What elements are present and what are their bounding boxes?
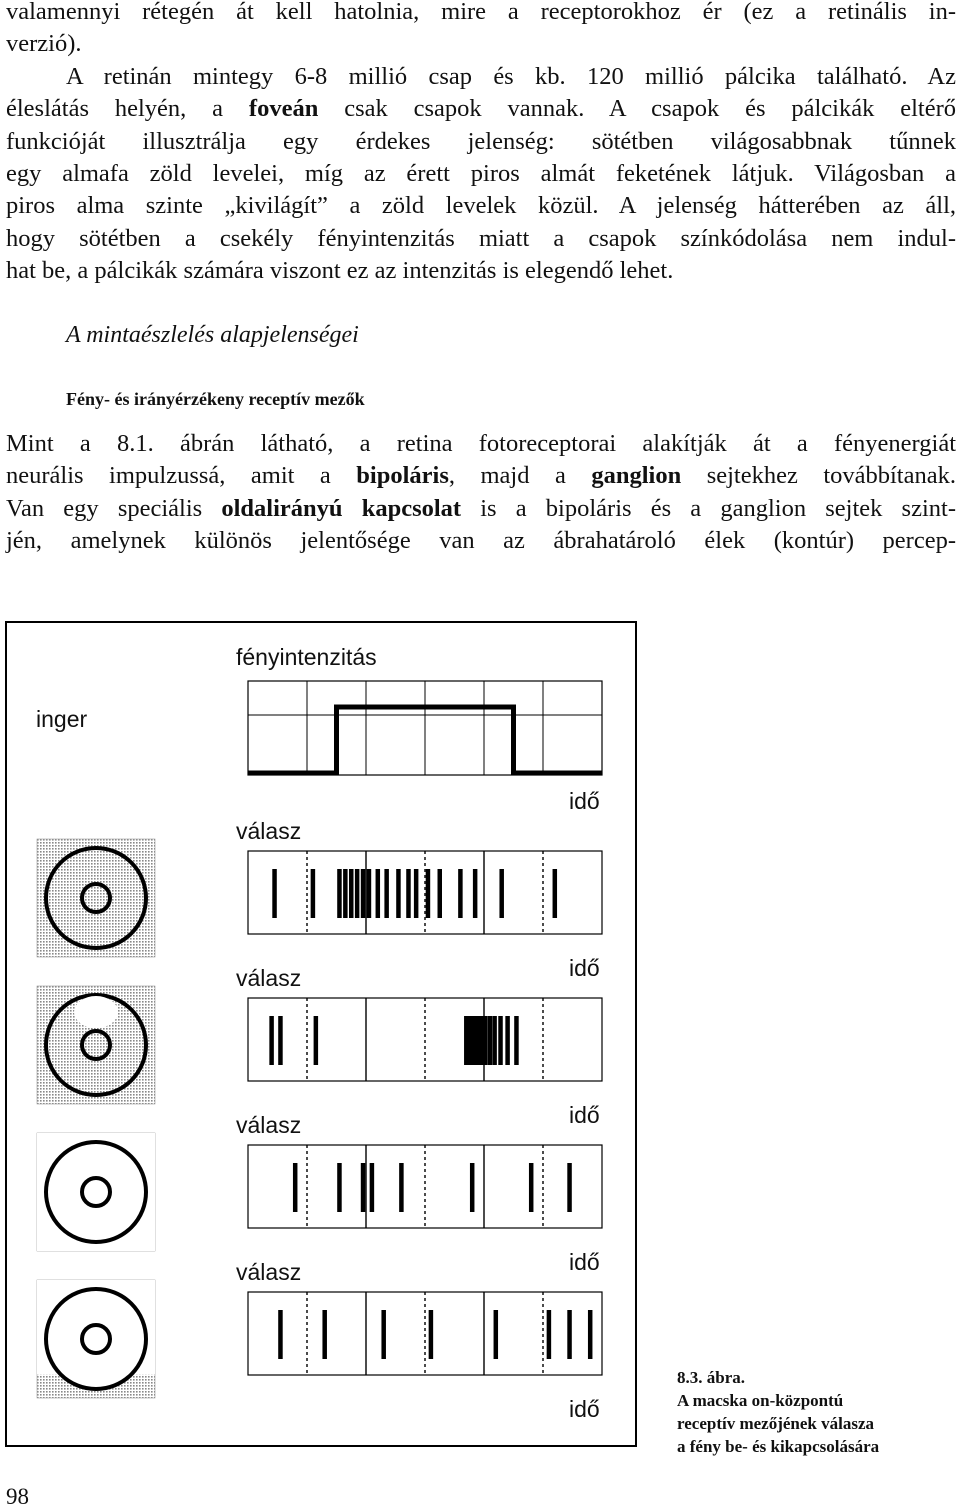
- paragraph-retina: [6, 61, 956, 288]
- text-line: Mint a 8.1. ábrán látható, a retina fotoreceptorai alakítják át a fényenergiát: [6, 430, 956, 457]
- paragraph-receptive-fields: [6, 428, 956, 558]
- stimulus-icon: [37, 839, 155, 957]
- receptive-field-center: [82, 1178, 110, 1206]
- intensity-label: fényintenzitás: [236, 644, 377, 670]
- text-line: A retinán mintegy 6-8 millió csap és kb. 120 millió pálcika található. Az: [66, 62, 956, 90]
- time-label: idő: [569, 1396, 600, 1422]
- figure-diagram: [7, 623, 639, 1449]
- bold-term: bipoláris: [356, 462, 449, 490]
- bold-term: ganglion: [591, 462, 682, 490]
- para1-line: valamennyi rétegén át kell hatolnia, mire a receptorokhoz ér (ez a retinális in-: [6, 0, 956, 25]
- caption-line: a fény be- és kikapcsolására: [677, 1437, 880, 1456]
- text-line: funkcióját illusztrálja egy érdekes jelenség: sötétben világosabbnak tűnnek: [6, 127, 956, 155]
- response-traces: [236, 818, 602, 1422]
- bold-term: foveán: [248, 95, 319, 123]
- page-number: 98: [6, 1484, 29, 1509]
- stimulus-icon: [37, 986, 155, 1104]
- section-title: A mintaészlelés alapjelenségei: [66, 322, 359, 348]
- text-line: neurális impulzussá, amit a bipoláris, majd a ganglion sejtekhez továbbítanak.: [6, 462, 956, 490]
- stimulus-icon: [37, 1280, 155, 1398]
- subsection-title: Fény- és irányérzékeny receptív mezők: [66, 389, 365, 409]
- receptive-field-center: [82, 1325, 110, 1353]
- text-line: hat be, a pálcikák számára viszont ez az intenzitás is elegendő lehet.: [6, 257, 674, 285]
- response-label: válasz: [236, 1112, 302, 1138]
- receptive-field-center: [82, 1031, 110, 1059]
- response-label: válasz: [236, 965, 302, 991]
- figure-8-3: [5, 621, 637, 1447]
- receptive-field-center: [82, 884, 110, 912]
- response-trace: [236, 1259, 602, 1422]
- figure-caption: [677, 1366, 957, 1458]
- text-line: éleslátás helyén, a foveán csak csapok vannak. A csapok és pálcikák eltérő: [6, 95, 956, 123]
- body-text-top: [6, 0, 956, 288]
- stimulus-trace: [248, 681, 602, 814]
- text-line: jén, amelynek különös jelentősége van az ábrahatároló élek (kontúr) percep-: [6, 527, 956, 555]
- stimulus-label: inger: [36, 706, 88, 732]
- stimulus-icon: [37, 1133, 155, 1251]
- response-trace: [236, 965, 602, 1128]
- bold-term: oldalirányú kapcsolat: [221, 494, 462, 522]
- para1-line: verzió).: [6, 30, 82, 58]
- time-label: idő: [569, 1249, 600, 1275]
- response-label: válasz: [236, 1259, 302, 1285]
- time-label: idő: [569, 955, 600, 981]
- caption-number: 8.3. ábra.: [677, 1368, 745, 1387]
- time-label: idő: [569, 1102, 600, 1128]
- response-trace: [236, 818, 602, 981]
- caption-line: A macska on-központú: [677, 1391, 844, 1410]
- text-line: egy almafa zöld levelei, míg az érett piros almát feketének látjuk. Világosban a: [6, 160, 956, 188]
- stimulus-icons: [37, 839, 155, 1398]
- light-spot: [74, 996, 118, 1028]
- time-label: idő: [569, 788, 600, 814]
- text-line: Van egy speciális oldalirányú kapcsolat is a bipoláris és a ganglion sejtek szint-: [6, 494, 956, 522]
- text-line: hogy sötétben a csekély fényintenzitás miatt a csapok színkódolása nem indul-: [6, 224, 956, 252]
- response-label: válasz: [236, 818, 302, 844]
- response-trace: [236, 1112, 602, 1275]
- caption-line: receptív mezőjének válasza: [677, 1414, 875, 1433]
- text-line: piros alma szinte „kivilágít” a zöld levelek közül. A jelenség hátterében az áll,: [6, 192, 956, 220]
